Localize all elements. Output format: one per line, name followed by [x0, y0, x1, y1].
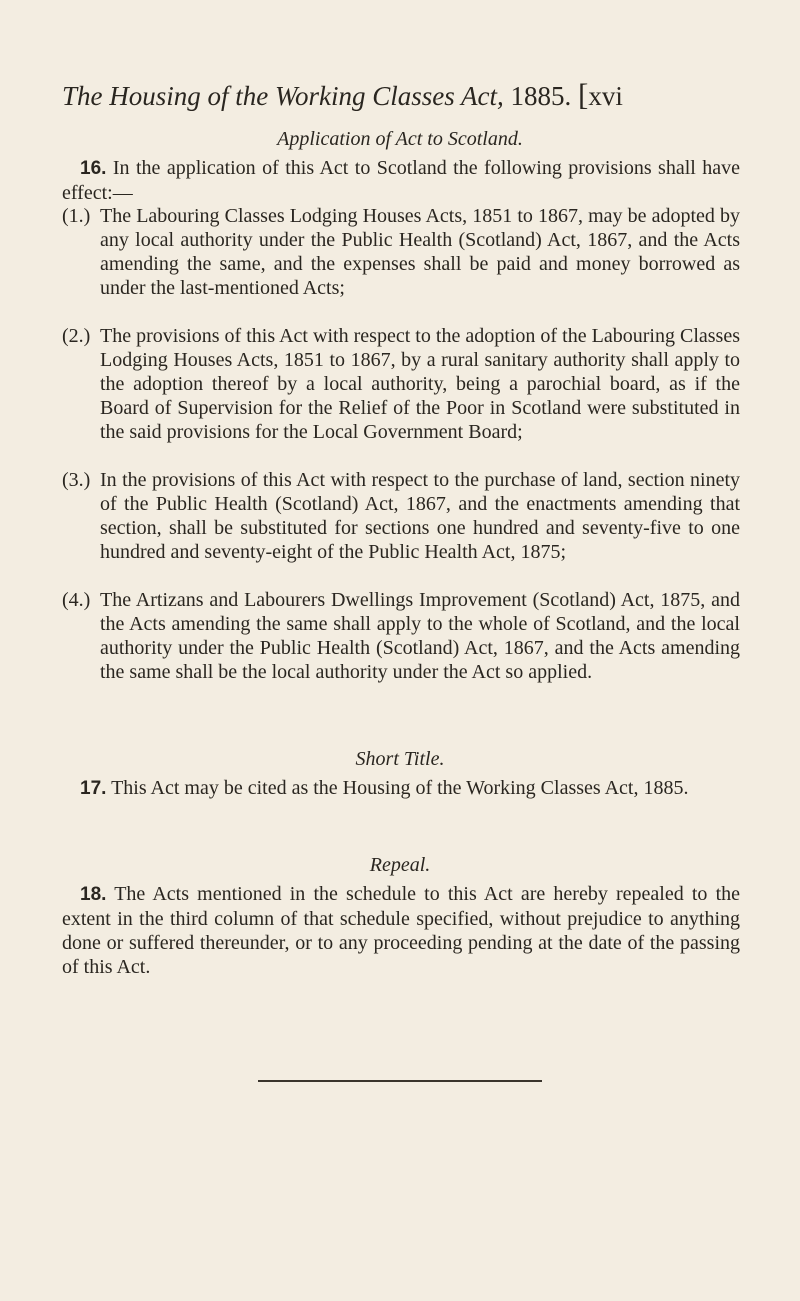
section-16-intro [62, 156, 740, 205]
section-18-text: The Acts mentioned in the schedule to this Act are hereby repealed to the extent in the third column of that schedule specified, without prejudice to anything done or suffered thereunder, or to any proceeding pending at the date of the passing of this Act. [62, 883, 740, 978]
section-17 [62, 776, 740, 801]
clause-text: The Artizans and Labourers Dwellings Improvement (Scotland) Act, 1875, and the Acts amending the same shall apply to the whole of Scotland, and the local authority under the Public Health (Scotland) Act, 1867, and the Acts amending the same shall be the local authority under the Act so applied. [100, 589, 740, 683]
end-rule [258, 1080, 542, 1082]
section-18 [62, 882, 740, 979]
running-head-title: The Housing of the Working Classes Act, [62, 81, 504, 111]
clause-text: The provisions of this Act with respect to the adoption of the Labouring Classes Lodging Houses Acts, 1851 to 1867, by a rural sanitary authority shall apply to the adoption thereof by a local authority, being a parochial board, as if the Board of Supervision for the Relief of the Poor in Scotland were substituted in the said provisions for the Local Government Board; [100, 325, 740, 443]
clause-text: The Labouring Classes Lodging Houses Acts, 1851 to 1867, may be adopted by any local authority under the Public Health (Scotland) Act, 1867, and the Acts amending the same, and the expenses shall be paid and money borrowed as under the last-mentioned Acts; [100, 205, 740, 299]
running-head [62, 78, 722, 113]
section-number: 18. [80, 884, 107, 905]
section-number: 17. [80, 778, 107, 799]
section-number: 16. [80, 158, 107, 179]
clause-item [62, 204, 740, 300]
section-heading-short-title: Short Title. [355, 748, 445, 770]
section-17-text: This Act may be cited as the Housing of the Working Classes Act, 1885. [111, 777, 689, 799]
section-heading-repeal: Repeal. [369, 854, 431, 876]
running-head-year: 1885. [510, 81, 572, 111]
page-ref-bracket: [ [578, 77, 589, 112]
clause-label: (2.) [62, 325, 91, 347]
clause-item [62, 324, 740, 444]
section-heading-scotland: Application of Act to Scotland. [277, 128, 523, 150]
clause-label: (3.) [62, 469, 91, 491]
clause-text: In the provisions of this Act with respect to the purchase of land, section ninety of the Public Health (Scotland) Act, 1867, and the enactments amending that section, shall be substituted for sections one hundred and seventy-five to one hundred and seventy-eight of the Public Health Act, 1875; [100, 469, 740, 563]
clause-label: (4.) [62, 589, 91, 611]
clause-item [62, 468, 740, 564]
section-16-intro-text: In the application of this Act to Scotland the following provisions shall have effect:— [62, 157, 740, 204]
clause-item [62, 588, 740, 684]
page-ref: xvi [588, 81, 623, 111]
clause-label: (1.) [62, 205, 91, 227]
